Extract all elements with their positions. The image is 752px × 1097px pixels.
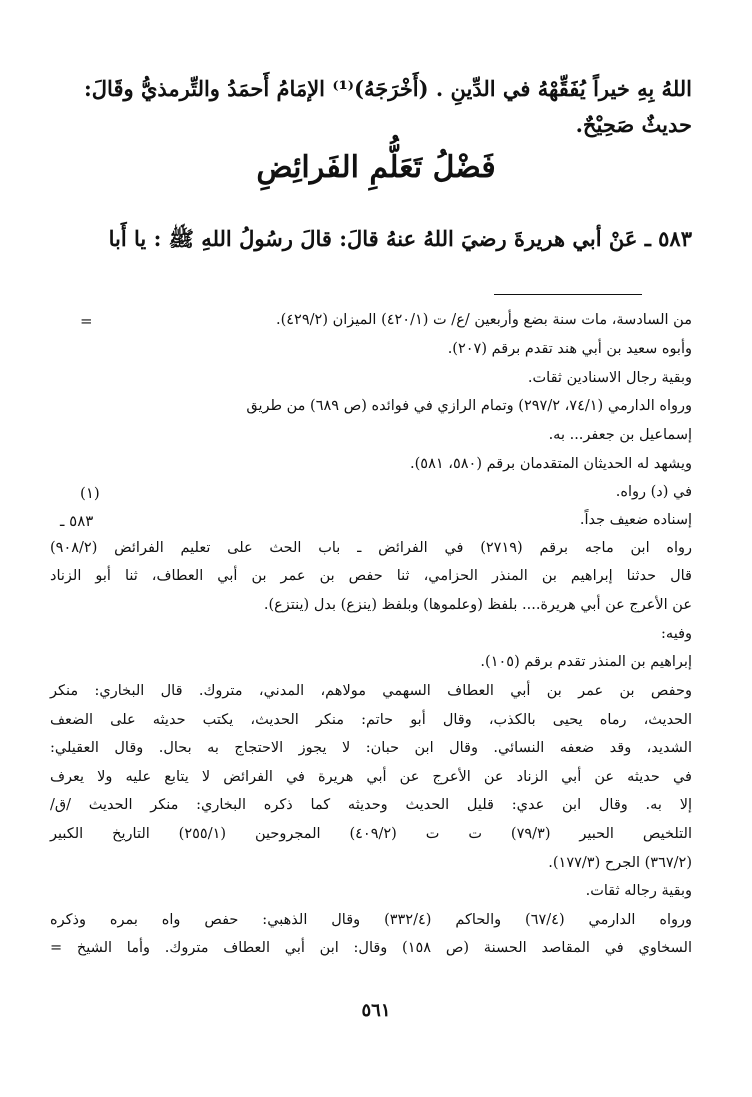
footnote-line: وفيه:	[661, 626, 692, 642]
main-text-line-1: اللهُ بِهِ خيراً يُفَقِّهْهُ في الدِّينِ . (أَخْرَجَهُ)⁽¹⁾ الإمَامُ أَحمَدُ والتِّرمذيُّ وقَالَ:	[84, 76, 692, 101]
footnote-line: رواه ابن ماجه برقم (٢٧١٩) في الفرائض ـ باب الحث على تعليم الفرائض (٩٠٨/٢)	[50, 540, 692, 556]
footnote-line: ويشهد له الحديثان المتقدمان برقم (٥٨٠، ٥٨١).	[410, 456, 692, 472]
section-title: فَضْلُ تَعَلُّمِ الفَرائِضِ	[256, 150, 496, 185]
footnote-line: إلا به. وقال ابن عدي: قليل الحديث وحديثه كما ذكره البخاري: منكر الحديث /ق/	[50, 797, 692, 813]
footnote-line: التلخيص الحبير (٧٩/٣) ت ت (٤٠٩/٢) المجروحين (٢٥٥/١) التاريخ الكبير	[50, 826, 692, 842]
footnote-line: قال حدثنا إبراهيم بن المنذر الحزامي، ثنا حفص بن عمر بن أبي العطاف، ثنا أبو الزناد	[50, 568, 692, 584]
footnote-line: (٣٦٧/٢) الجرح (١٧٧/٣).	[548, 855, 692, 871]
footnote-line: وحفص بن عمر بن أبي العطاف السهمي مولاهم، المدني، متروك. قال البخاري: منكر	[50, 683, 692, 699]
page-number: ٥٦١	[361, 1000, 391, 1021]
main-text-line-2: حديثٌ صَحِيْحٌ.	[575, 112, 692, 137]
footnote-line: وبقية رجاله ثقات.	[585, 883, 692, 899]
footnote-line: في (د) رواه.	[615, 484, 692, 500]
footnote-line: ورواه الدارمي (٧٤/١، ٢٩٧/٢) وتمام الرازي في فوائده (ص ٦٨٩) من طريق	[246, 398, 692, 414]
continuation-mark: =	[80, 312, 93, 330]
footnote-line: من السادسة، مات سنة بضع وأربعين /ع/ ت (٤٢٠/١) الميزان (٤٢٩/٢).	[275, 312, 692, 328]
footnote-line: في حديثه عن أبي الزناد عن الأعرج عن أبي هريرة في الفرائض لا يتابع عليه ولا يعرف	[50, 769, 692, 785]
footnote-line: عن الأعرج عن أبي هريرة.... بلفظ (وعلموها) وبلفظ (ينزع) بدل (ينتزع).	[263, 597, 692, 613]
footnote-line: إسماعيل بن جعفر... به.	[548, 427, 692, 443]
footnote-line: إسناده ضعيف جداً.	[579, 512, 692, 528]
footnote-line: إبراهيم بن المنذر تقدم برقم (١٠٥).	[480, 654, 692, 670]
footnote-1-mark: (١)	[80, 484, 100, 502]
footnote-line: وأبوه سعيد بن أبي هند تقدم برقم (٢٠٧).	[447, 341, 692, 357]
footnote-line: السخاوي في المقاصد الحسنة (ص ١٥٨) وقال: ابن أبي العطاف متروك. وأما الشيخ =	[50, 940, 692, 956]
footnote-separator	[494, 294, 642, 295]
footnote-583-mark: ٥٨٣ ـ	[60, 512, 94, 530]
footnote-line: الشديد، وقد ضعفه النسائي. وقال ابن حبان: لا يجوز الاحتجاج به بحال. وقال العقيلي:	[50, 740, 692, 756]
footnote-line: ورواه الدارمي (٦٧/٤) والحاكم (٣٣٢/٤) وقال الذهبي: حفص واه بمره وذكره	[50, 912, 693, 928]
footnote-line: وبقية رجال الاسنادين ثقات.	[527, 370, 692, 386]
hadith-583-line: ٥٨٣ ـ عَنْ أبي هريرةَ رضيَ اللهُ عنهُ قالَ: قالَ رسُولُ اللهِ ﷺ : يا أَبا	[108, 226, 692, 251]
footnote-line: الحديث، رماه يحيى بالكذب، وقال أبو حاتم: منكر الحديث، يكتب حديثه على الضعف	[50, 712, 692, 728]
